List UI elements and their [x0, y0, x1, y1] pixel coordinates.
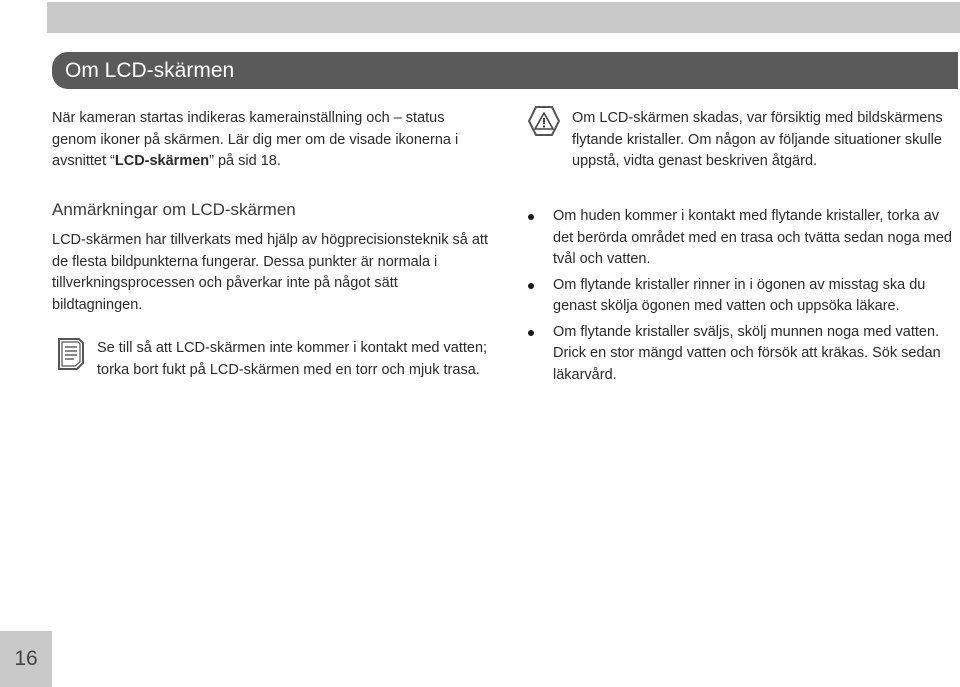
- intro-text-end: ” på sid 18.: [209, 153, 281, 169]
- section-header: [52, 52, 958, 89]
- list-item: [528, 206, 953, 271]
- top-gray-bar: [47, 2, 960, 33]
- remarks-paragraph: LCD-skärmen har tillverkats med hjälp av högprecisionsteknik så att de flesta bildpunkterna fungerar. Dessa punkter är normala i tillverkningsprocessen och påverkar inte på något sätt bildtagningen.: [52, 232, 488, 313]
- bullet-text: Om huden kommer i kontakt med flytande kristaller, torka av det berörda området med en trasa och tvätta sedan noga med tvål och vatten.: [553, 208, 952, 267]
- intro-paragraph: [52, 108, 492, 173]
- intro-text-start: När kameran startas indikeras kamerainställning och – status genom ikoner på skärmen. Lär dig mer om de visade ikonerna i avsnittet “: [52, 110, 459, 169]
- bullet-text: Om flytande kristaller rinner in i ögonen av misstag ska du genast skölja ögonen med vatten och uppsöka läkare.: [553, 276, 926, 314]
- page-number-box: [0, 631, 52, 687]
- warning-bullet-list: [528, 206, 953, 390]
- page-number: 16: [14, 647, 38, 670]
- intro-bold-reference: LCD-skärmen: [114, 153, 210, 169]
- warning-icon: [526, 104, 562, 138]
- list-item: [528, 322, 953, 387]
- section-title: Om LCD-skärmen: [65, 59, 235, 82]
- bullet-dot-icon: [528, 330, 534, 336]
- bullet-text: Om flytande kristaller sväljs, skölj munnen noga med vatten. Drick en stor mängd vatten och försök att kräkas. Sök sedan läkarvård.: [553, 323, 941, 383]
- bullet-dot-icon: [528, 214, 534, 220]
- list-item: [528, 275, 953, 318]
- note-text: Se till så att LCD-skärmen inte kommer i kontakt med vatten; torka bort fukt på LCD-skärmen med en torr och mjuk trasa.: [97, 340, 488, 378]
- bullet-dot-icon: [528, 283, 534, 289]
- remarks-heading: Anmärkningar om LCD-skärmen: [52, 200, 296, 219]
- warning-text: Om LCD-skärmen skadas, var försiktig med bildskärmens flytande kristaller. Om någon av följande situationer skulle uppstå, vidta genast beskriven åtgärd.: [572, 110, 943, 169]
- note-icon: [53, 335, 87, 371]
